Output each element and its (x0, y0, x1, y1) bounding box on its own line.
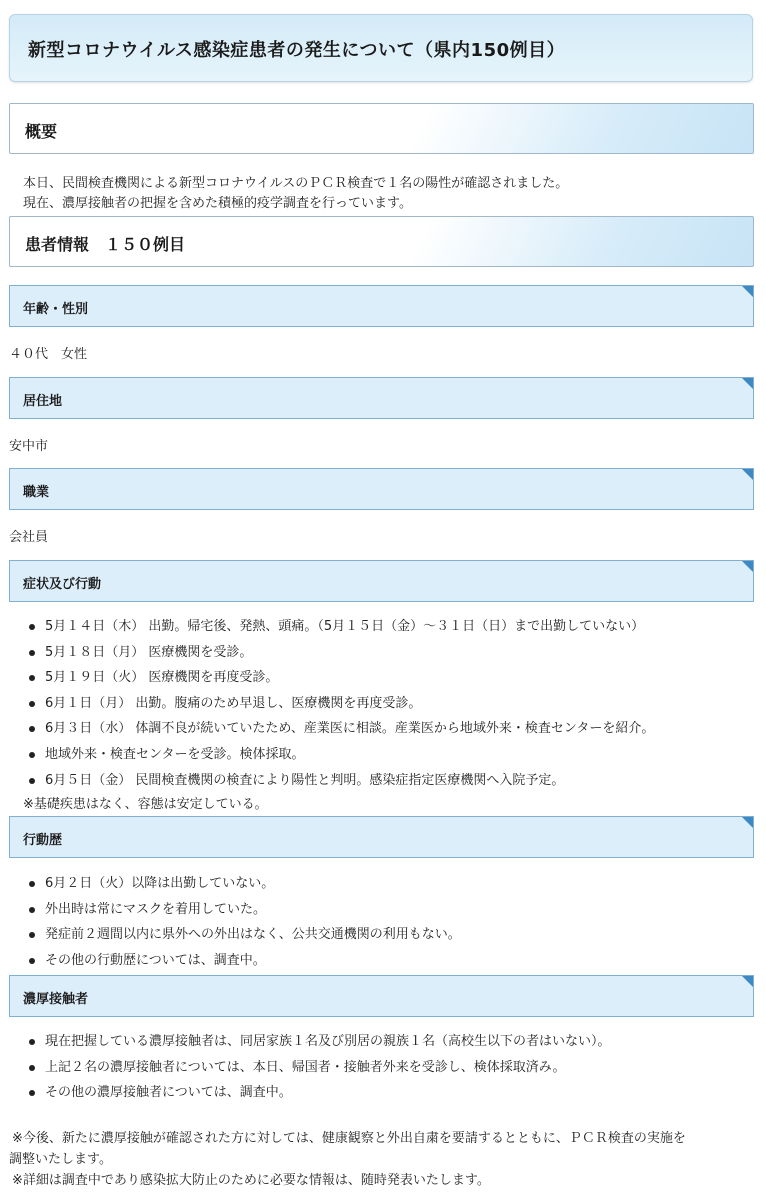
list-item: 5月１９日（火） 医療機関を再度受診。 (26, 668, 654, 694)
bullet-icon (29, 958, 35, 964)
bullet-icon (29, 650, 35, 656)
bullet-icon (29, 778, 35, 784)
footer-note-2: 調整いたします。 (9, 1152, 112, 1167)
bullet-icon (29, 1090, 35, 1096)
symptoms-heading: 症状及び行動 (23, 577, 102, 592)
corner-marker (742, 378, 753, 389)
corner-marker (742, 817, 753, 828)
list-item: 6月５日（金） 民間検査機関の検査により陽性と判明。感染症指定医療機関へ入院予定。 (26, 771, 654, 797)
bullet-icon (29, 1039, 35, 1045)
bullet-icon (29, 675, 35, 681)
list-item: 6月２日（火）以降は出勤していない。 (26, 874, 461, 900)
overview-heading-box (9, 103, 754, 154)
occupation-value: 会社員 (9, 530, 49, 545)
list-item: 上記２名の濃厚接触者については、本日、帰国者・接触者外来を受診し、検体採取済み。 (26, 1058, 611, 1084)
list-item: その他の濃厚接触者については、調査中。 (26, 1083, 611, 1109)
page-title-box (9, 14, 753, 82)
patient-heading-box (9, 216, 754, 267)
symptoms-heading-box (9, 560, 754, 602)
symptoms-note: ※基礎疾患はなく、容態は安定している。 (23, 797, 268, 812)
age-sex-value: ４０代 女性 (9, 347, 88, 362)
bullet-icon (29, 881, 35, 887)
bullet-icon (29, 1065, 35, 1071)
list-item: 発症前２週間以内に県外への外出はなく、公共交通機関の利用もない。 (26, 925, 461, 951)
footer-note-3: ※詳細は調査中であり感染拡大防止のために必要な情報は、随時発表いたします。 (12, 1173, 490, 1188)
history-heading: 行動歴 (23, 833, 63, 848)
patient-heading: 患者情報 １５０例目 (25, 235, 186, 254)
corner-marker (742, 561, 753, 572)
symptoms-list (26, 617, 654, 796)
occupation-heading: 職業 (23, 485, 50, 500)
list-item: 6月１日（月） 出勤。腹痛のため早退し、医療機関を再度受診。 (26, 694, 654, 720)
list-item: その他の行動歴については、調査中。 (26, 951, 461, 977)
bullet-icon (29, 907, 35, 913)
residence-heading: 居住地 (23, 394, 63, 409)
contacts-heading: 濃厚接触者 (23, 992, 89, 1007)
corner-marker (742, 469, 753, 480)
corner-marker (742, 976, 753, 987)
corner-marker (742, 286, 753, 297)
list-item: 外出時は常にマスクを着用していた。 (26, 900, 461, 926)
overview-line-1: 本日、民間検査機関による新型コロナウイルスのＰＣＲ検査で１名の陽性が確認されました。 (23, 176, 569, 191)
overview-heading: 概要 (25, 122, 58, 141)
age-sex-heading: 年齢・性別 (23, 302, 89, 317)
bullet-icon (29, 701, 35, 707)
overview-line-2: 現在、濃厚接触者の把握を含めた積極的疫学調査を行っています。 (23, 196, 412, 211)
bullet-icon (29, 752, 35, 758)
residence-value: 安中市 (9, 439, 49, 454)
list-item: 5月１８日（月） 医療機関を受診。 (26, 643, 654, 669)
list-item: 6月３日（水） 体調不良が続いていたため、産業医に相談。産業医から地域外来・検査センターを紹介。 (26, 719, 654, 745)
footer-note-1: ※今後、新たに濃厚接触が確認された方に対しては、健康観察と外出自粛を要請するとともに、ＰＣＲ検査の実施を (12, 1131, 686, 1146)
bullet-icon (29, 932, 35, 938)
list-item: 5月１４日（木） 出勤。帰宅後、発熱、頭痛。（5月１５日（金）～３１日（日）まで出勤していない） (26, 617, 654, 643)
contacts-list (26, 1032, 611, 1109)
bullet-icon (29, 624, 35, 630)
occupation-heading-box (9, 468, 754, 510)
list-item: 現在把握している濃厚接触者は、同居家族１名及び別居の親族１名（高校生以下の者はいない）。 (26, 1032, 611, 1058)
age-sex-heading-box (9, 285, 754, 327)
contacts-heading-box (9, 975, 754, 1017)
list-item: 地域外来・検査センターを受診。検体採取。 (26, 745, 654, 771)
residence-heading-box (9, 377, 754, 419)
page-title: 新型コロナウイルス感染症患者の発生について（県内150例目） (28, 40, 566, 61)
bullet-icon (29, 726, 35, 732)
history-list (26, 874, 461, 976)
history-heading-box (9, 816, 754, 858)
